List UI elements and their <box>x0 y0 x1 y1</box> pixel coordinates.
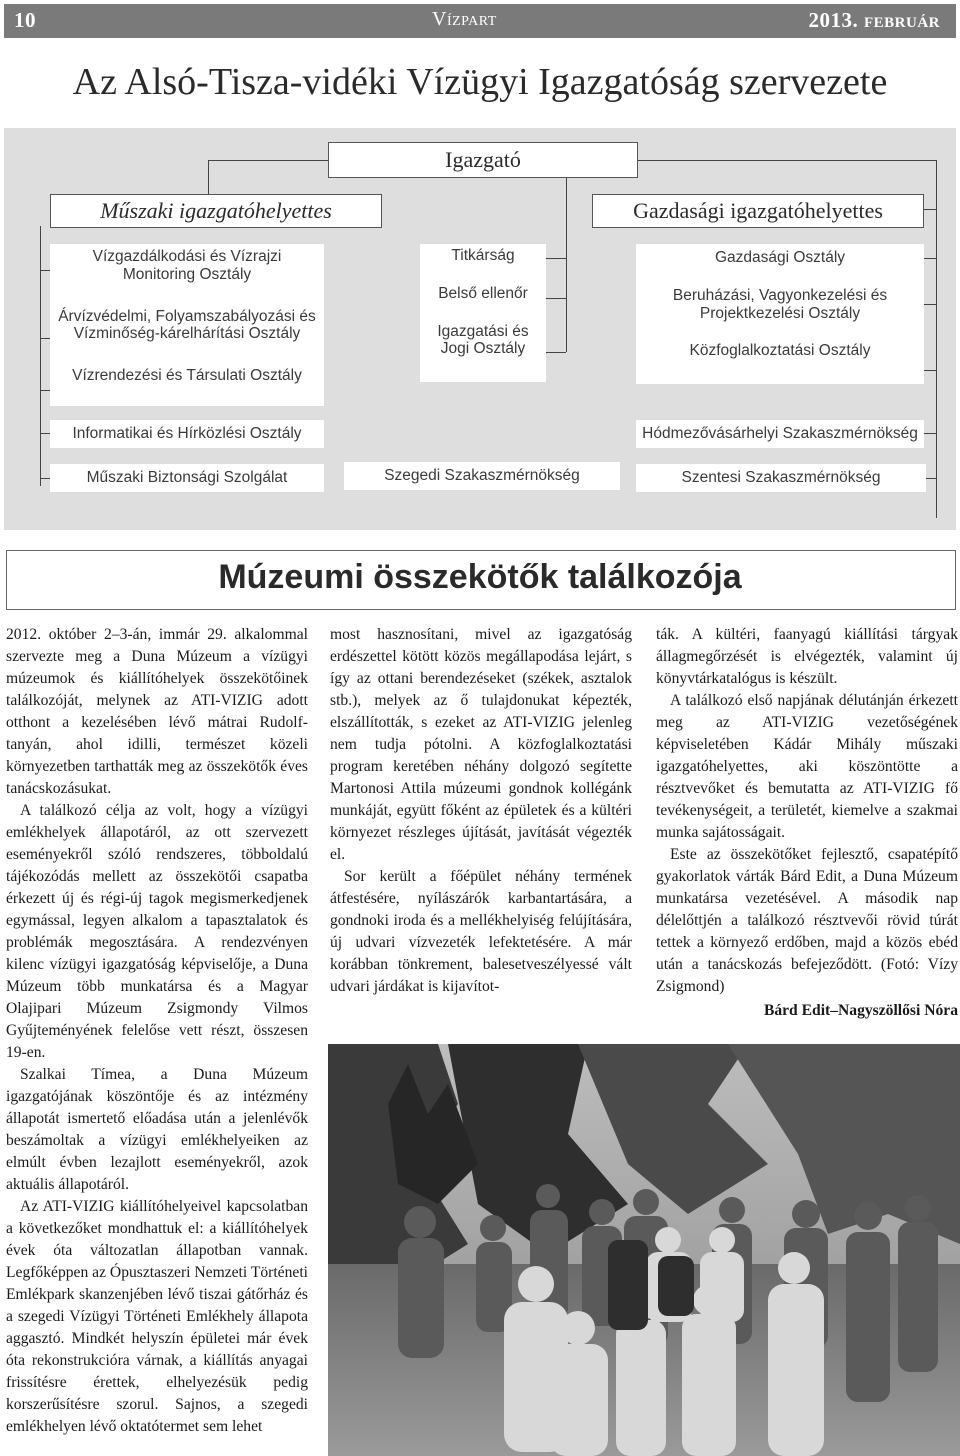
unit-water-monitoring: Vízgazdálkodási és Vízrajzi Monitoring Osztály <box>92 248 282 283</box>
unit-economic: Gazdasági Osztály <box>714 249 846 266</box>
paragraph: ták. A kültéri, faanyagú kiállítási tárgyak állagmegőrzését is elvégezték, valamint új könyvtárkatalógus is készült. <box>656 626 958 687</box>
connector-line <box>546 352 566 353</box>
unit-legal: Igazgatási és Jogi Osztály <box>437 322 529 358</box>
unit-water-regulation: Vízrendezési és Társulati Osztály <box>72 367 302 385</box>
magazine-name: Vízpart <box>432 8 497 30</box>
unit-flood-protection: Árvízvédelmi, Folyamszabályozási és Vízminőség-kárelhárítási Osztály <box>58 307 316 343</box>
informatics-label: Informatikai és Hírközlési Osztály <box>72 425 302 443</box>
paragraph: Az ATI-VIZIG kiállítóhelyeivel kapcsolatban a következőket mondhattuk el: a kiállítóhelyek évek óta változatlan állapotban vannak. Legfőképpen az Ópusztaszeri Nemzeti Történeti Emlékpark skanzenjében lévő tiszai gátőrház és a szegedi Vízügyi Történeti Emlékhely állapota aggasztó. Mindkét helyszín épületei már évek óta rekonstrukcióra várnak, a kiállítás anyagai frissítésre érettek, elhelyezésük pedig korszerűsítésre szorul. Sajnos, a szegedi emlékhelyen lévő oktatótermet sem lehet <box>6 1198 308 1435</box>
connector-line <box>40 226 41 486</box>
paragraph: 2012. október 2–3-án, immár 29. alkalommal szervezte meg a Duna Múzeum a vízügyi múzeumok és kiállítóhelyek összekötőinek találkozóját, melynek az ATI-VIZIG adott otthont a kezelésében lévő mátrai Rudolf-tanyán, ahol idilli, természet közeli környezetben tarthatták meg az összekötők éves tanácskozásukat. <box>6 626 308 797</box>
connector-line <box>40 433 50 434</box>
connector-line <box>924 370 936 371</box>
connector-line <box>924 209 936 210</box>
paragraph: Szalkai Tímea, a Duna Múzeum igazgatójának köszöntője és az intézmény állapotát ismertető előadása után a jelenlévők beszámoltak a vízügyi emlékhelyeiken az elmúlt évben lezajlott eseményekről, azok aktuális állapotáról. <box>6 1066 308 1193</box>
issue-date: 2013. február <box>808 8 940 32</box>
szentes-label: Szentesi Szakaszmérnökség <box>681 469 881 487</box>
connector-line <box>40 270 50 271</box>
article-title: Múzeumi összekötők találkozója <box>218 558 742 596</box>
connector-line <box>40 478 50 479</box>
article-signature: Bárd Edit–Nagyszöllősi Nóra <box>763 1002 958 1019</box>
paragraph: Este az összekötőket fejlesztő, csapatépítő gyakorlatok várták Bárd Edit, a Duna Múzeum munkatársa vezetésével. A második nap délelőttjén a találkozó résztvevői rövid túrát tettek a környező erdőben, majd a közös ebéd után a tanácskozás befejeződött. (Fotó: Vízy Zsigmond) <box>656 846 958 995</box>
center-units-box <box>420 244 546 382</box>
article-column-3 <box>656 624 958 1022</box>
unit-internal-auditor: Belső ellenőr <box>438 284 528 302</box>
connector-line <box>636 160 936 161</box>
connector-line <box>546 258 566 259</box>
connector-line <box>208 160 209 194</box>
page-title: Az Alsó-Tisza-vidéki Vízügyi Igazgatóság szervezete <box>72 61 888 103</box>
page-number: 10 <box>14 8 36 32</box>
hodmezo-box <box>636 420 924 448</box>
safety-label: Műszaki Biztonsági Szolgálat <box>86 469 288 487</box>
unit-investment: Beruházási, Vagyonkezelési és Projektkezelési Osztály <box>672 286 888 322</box>
technical-deputy-box <box>50 194 382 228</box>
hodmezo-label: Hódmezővásárhelyi Szakaszmérnökség <box>642 425 918 443</box>
unit-public-employment: Közfoglalkoztatási Osztály <box>689 342 871 360</box>
group-photo <box>328 1044 960 1456</box>
unit-secretariat: Titkárság <box>451 247 515 264</box>
informatics-box <box>50 420 324 448</box>
economic-units-box <box>636 244 924 384</box>
connector-line <box>926 478 936 479</box>
connector-line <box>566 176 567 352</box>
director-box <box>328 142 638 178</box>
economic-deputy-label: Gazdasági igazgatóhelyettes <box>633 198 883 224</box>
connector-line <box>924 433 936 434</box>
article-column-2 <box>330 624 632 998</box>
connector-line <box>208 160 328 161</box>
technical-deputy-label: Műszaki igazgatóhelyettes <box>100 198 332 224</box>
connector-line <box>546 298 566 299</box>
connector-line <box>924 258 936 259</box>
director-label: Igazgató <box>445 147 521 173</box>
economic-deputy-box <box>592 194 924 228</box>
paragraph: most hasznosítani, mivel az igazgatóság erdészettel kötött közös megállapodása lejárt, s így az ottani berendezéseket (székek, asztalok stb.), melyek az ő tulajdonukat képezték, elszállították, s ezeket az ATI-VIZIG jelenleg nem tudja pótolni. A közfoglalkoztatási program keretében néhány dolgozó segítette Martonosi Attila múzeumi gondnok kollégánk munkáját, együtt főként az épületek és a kültéri környezet részleges újítását, javítását végezték el. <box>330 626 632 863</box>
szeged-label: Szegedi Szakaszmérnökség <box>384 467 580 485</box>
connector-line <box>924 304 936 305</box>
paragraph: A találkozó első napjának délutánján érkezett meg az ATI-VIZIG vezetőségének képviseletében Kádár Mihály műszaki igazgatóhelyettes, aki köszöntötte a résztvevőket és bemutatta az ATI-VIZIG fő tevékenységeit, a területét, kiemelve a szakmai munka sajátosságait. <box>656 692 958 841</box>
safety-box <box>50 464 324 492</box>
article-column-1 <box>6 624 308 1438</box>
connector-line <box>936 160 937 518</box>
connector-line <box>40 338 50 339</box>
szentes-box <box>636 464 926 492</box>
connector-line <box>40 390 50 391</box>
technical-units-box <box>50 244 324 406</box>
group-photo-image <box>328 1044 960 1456</box>
szeged-box <box>344 462 620 490</box>
paragraph: A találkozó célja az volt, hogy a vízügyi emlékhelyek állapotáról, az ott szervezett eseményekről szóló rendszeres, többoldalú tájékozódás mellett az összekötői csapatba érkezett új és régi-új tagok megismerkedjenek egymással, legyen alkalom a tapasztalatok és problémák megosztására. A rendezvényen kilenc vízügyi igazgatóság képviselője, a Duna Múzeum több munkatársa és a Magyar Olajipari Múzeum Zsigmondy Vilmos Gyűjteményének felelőse vett részt, összesen 19-en. <box>6 802 308 1061</box>
paragraph: Sor került a főépület néhány termének átfestésére, nyílászárók karbantartására, a gondnoki iroda és a mellékhelyiség felújítására, új udvari vízvezeték lefektetésére. A már korábban tönkrement, balesetveszélyessé vált udvari járdákat is kijavítot- <box>330 868 632 995</box>
